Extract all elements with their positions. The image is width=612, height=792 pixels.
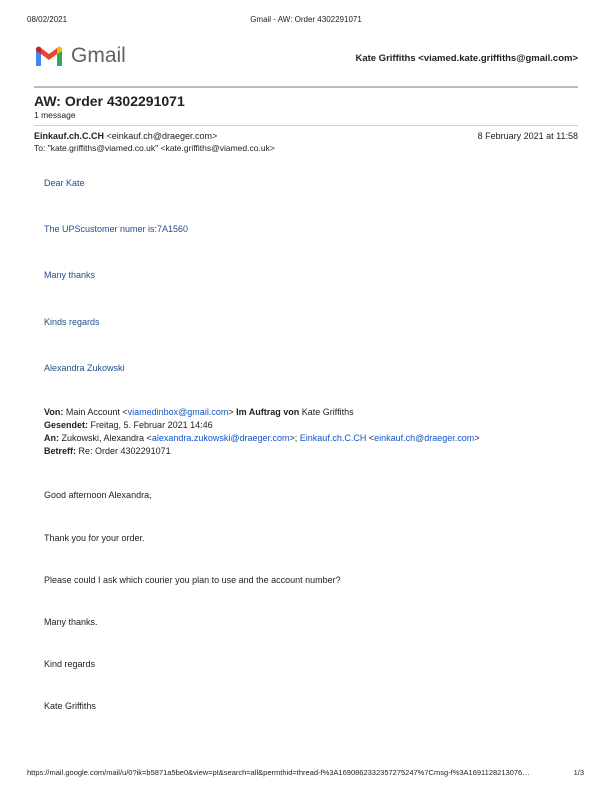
sent-label: Gesendet: [44,420,89,430]
reply-line: Many thanks [44,270,96,280]
subject-value: Re: Order 4302291071 [78,446,171,456]
to-email2-link[interactable]: einkauf.ch@draeger.com [374,433,475,443]
account-label: Kate Griffiths <viamed.kate.griffiths@gmail.com> [355,53,578,64]
page-number: 1/3 [573,768,584,777]
quoted-sent-row [44,420,213,430]
sender [34,131,217,141]
gmail-wordmark: Gmail [71,44,126,67]
header-divider [34,86,578,88]
quoted-line: Please could I ask which courier you plan to use and the account number? [44,575,341,585]
reply-signature: Alexandra Zukowski [44,363,125,373]
subject-divider [34,125,578,126]
to-name2-link[interactable]: Einkauf.ch.C.CH [299,433,367,443]
print-date: 08/02/2021 [27,15,68,24]
reply-line: The UPScustomer numer is:7A1560 [44,224,189,234]
sent-value: Freitag, 5. Februar 2021 14:46 [90,420,213,430]
gmail-logo-icon [34,44,64,68]
to-separator: >; [289,433,298,443]
sender-email: <einkauf.ch@draeger.com> [106,131,218,141]
on-behalf-name: Kate Griffiths [301,407,354,417]
print-url: https://mail.google.com/mail/u/0?ik=b5871a5be0&view=pt&search=all&permthid=thread-f%3A1690862332357275247%7Cmsg-f%3A1691128213076… [27,768,530,777]
print-title: Gmail - AW: Order 4302291071 [250,15,362,24]
to-email-link[interactable]: alexandra.zukowski@draeger.com [151,433,290,443]
to-label: An: [44,433,59,443]
quoted-line: Good afternoon Alexandra, [44,490,152,500]
quoted-to-row [44,433,480,443]
quoted-line: Kind regards [44,659,96,669]
to-name: Zukowski, Alexandra < [61,433,152,443]
message-date: 8 February 2021 at 11:58 [477,131,578,141]
from-email-link[interactable]: viamedinbox@gmail.com [127,407,229,417]
quoted-line: Thank you for your order. [44,533,145,543]
quoted-subject-row [44,446,171,456]
from-label: Von: [44,407,64,417]
sender-name: Einkauf.ch.C.CH [34,131,105,141]
quoted-line: Many thanks. [44,617,98,627]
reply-line: Kinds regards [44,317,100,327]
to-bracket: < [368,433,375,443]
on-behalf-label: Im Auftrag von [236,407,300,417]
from-name: Main Account < [65,407,128,417]
quoted-signature: Kate Griffiths [44,701,96,711]
quoted-from-row [44,407,354,417]
subject-label: Betreff: [44,446,77,456]
recipient-line: To: "kate.griffiths@viamed.co.uk" <kate.griffiths@viamed.co.uk> [34,143,275,153]
thread-subject: AW: Order 4302291071 [34,93,185,109]
message-count: 1 message [34,110,76,120]
reply-line: Dear Kate [44,178,85,188]
to-bracket-close: > [474,433,480,443]
from-bracket: > [228,407,234,417]
